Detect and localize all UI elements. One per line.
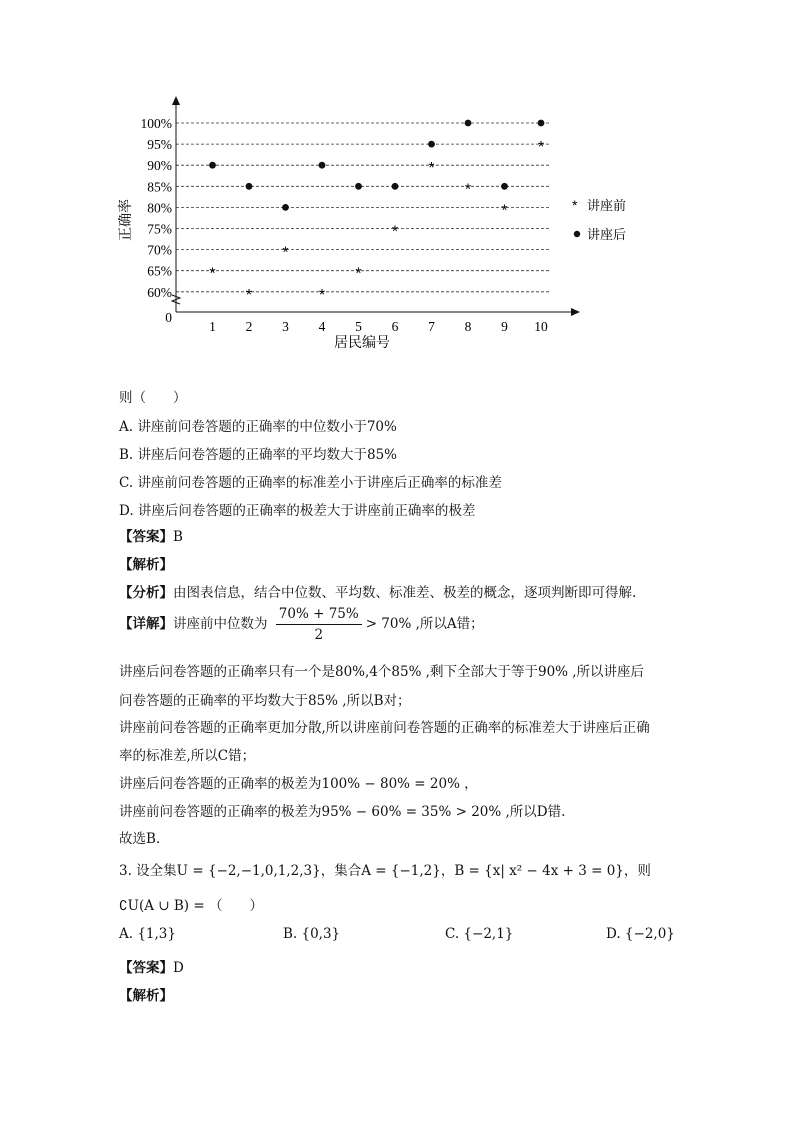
y-tick-label: 75% <box>147 221 172 237</box>
point-after-2 <box>246 183 253 190</box>
answer-value: B <box>173 529 183 545</box>
y-tick-label: 90% <box>147 158 172 174</box>
para6: 故选B. <box>119 831 161 847</box>
analysis2-heading: 【解析】 <box>119 988 173 1004</box>
answer2-tag: 【答案】 <box>119 960 173 976</box>
point-before-7: * <box>428 160 435 178</box>
fraction-denominator: 2 <box>314 627 324 643</box>
fenxi-text: 由图表信息，结合中位数、平均数、标准差、极差的概念，逐项判断即可得解. <box>173 585 637 601</box>
y-tick-label: 100% <box>140 116 172 131</box>
chart-gridlines <box>176 123 550 292</box>
point-after-8 <box>465 120 472 127</box>
y-tick-label: 0 <box>165 310 172 325</box>
x-axis-label: 居民编号 <box>334 336 390 351</box>
point-before-1: * <box>209 265 216 283</box>
question-prompt: 则（ ） <box>119 390 187 406</box>
point-before-10: * <box>537 139 545 157</box>
detail-text: 讲座前中位数为 <box>173 616 268 632</box>
point-before-8: * <box>464 181 472 199</box>
fenxi-line <box>119 581 636 601</box>
point-after-7 <box>428 141 435 148</box>
para3-line2: 率的标准差,所以C错； <box>119 748 256 764</box>
accuracy-scatter-chart <box>110 90 640 355</box>
x-tick-label: 8 <box>464 319 472 334</box>
q3-option-a: A. {1,3} <box>119 926 176 942</box>
q3-option-b: B. {0,3} <box>283 926 341 942</box>
point-after-5 <box>355 183 362 190</box>
x-tick-label: 4 <box>318 319 326 334</box>
legend-marker-before: * <box>572 197 578 213</box>
x-tick-label: 2 <box>245 319 253 334</box>
q3-option-c: C. {−2,1} <box>445 926 514 942</box>
y-tick-label: 80% <box>147 200 172 216</box>
option-c: C. 讲座前问卷答题的正确率的标准差小于讲座后正确率的标准差 <box>119 475 502 491</box>
y-tick-label: 95% <box>147 137 172 153</box>
para2-line1: 讲座后问卷答题的正确率只有一个是80%,4个85% ,剩下全部大于等于90% ,所以讲座后 <box>119 664 645 680</box>
option-d: D. 讲座后问卷答题的正确率的极差大于讲座前正确率的极差 <box>119 503 476 519</box>
fenxi-tag: 【分析】 <box>119 585 173 601</box>
question3-expression: ∁U(A ∪ B) = （ ） <box>119 898 263 914</box>
chart-axes <box>172 96 580 316</box>
answer2-value: D <box>173 960 184 976</box>
point-before-3: * <box>282 244 289 262</box>
x-tick-label: 9 <box>501 319 508 334</box>
analysis-heading: 【解析】 <box>119 557 173 573</box>
detail-conclusion: > 70% ,所以A错； <box>365 616 484 632</box>
y-tick-label: 85% <box>147 179 172 195</box>
x-tick-labels <box>209 319 548 334</box>
median-fraction <box>276 606 362 643</box>
y-tick-labels <box>141 116 173 325</box>
para2-line2: 问卷答题的正确率的平均数大于85% ,所以B对； <box>119 693 411 709</box>
fraction-numerator: 70% + 75% <box>276 606 362 625</box>
point-after-9 <box>501 183 508 190</box>
point-before-5: * <box>355 265 362 283</box>
option-a: A. 讲座前问卷答题的正确率的中位数小于70% <box>119 419 397 435</box>
answer-line <box>119 525 183 545</box>
data-points <box>209 120 544 304</box>
answer-tag: 【答案】 <box>119 529 173 545</box>
detail-line <box>119 606 484 643</box>
y-tick-label: 65% <box>147 263 172 279</box>
x-tick-label: 7 <box>428 319 435 334</box>
q3-option-d: D. {−2,0} <box>606 926 675 942</box>
y-tick-label: 70% <box>147 242 172 258</box>
point-after-4 <box>319 162 326 169</box>
point-after-6 <box>392 183 399 190</box>
point-before-9: * <box>501 202 508 220</box>
detail-tag: 【详解】 <box>119 616 173 632</box>
para3-line1: 讲座前问卷答题的正确率更加分散,所以讲座前问卷答题的正确率的标准差大于讲座后正确 <box>119 720 650 736</box>
y-axis-label: 正确率 <box>119 199 134 241</box>
point-after-1 <box>209 162 216 169</box>
para4: 讲座后问卷答题的正确率的极差为100% − 80% = 20% ， <box>119 776 478 792</box>
x-tick-label: 6 <box>391 319 399 334</box>
question3-stem: 3. 设全集U = {−2,−1,0,1,2,3}，集合A = {−1,2}，B = {x| x² − 4x + 3 = 0}，则 <box>119 863 651 879</box>
x-tick-label: 10 <box>534 319 548 334</box>
legend <box>572 197 626 242</box>
x-tick-label: 5 <box>355 319 362 334</box>
legend-label-after: 讲座后 <box>587 227 627 242</box>
point-before-6: * <box>391 223 399 241</box>
legend-marker-after <box>574 231 580 237</box>
point-before-2: * <box>245 286 253 304</box>
x-tick-label: 1 <box>209 319 216 334</box>
point-before-4: * <box>318 286 326 304</box>
para5: 讲座前问卷答题的正确率的极差为95% − 60% = 35% > 20% ,所以D错. <box>119 804 566 820</box>
x-tick-label: 3 <box>282 319 289 334</box>
y-tick-label: 60% <box>147 284 172 300</box>
option-b: B. 讲座后问卷答题的正确率的平均数大于85% <box>119 447 398 463</box>
answer2-line <box>119 956 184 976</box>
point-after-10 <box>538 120 545 127</box>
legend-label-before: 讲座前 <box>587 198 627 213</box>
point-after-3 <box>282 204 289 211</box>
